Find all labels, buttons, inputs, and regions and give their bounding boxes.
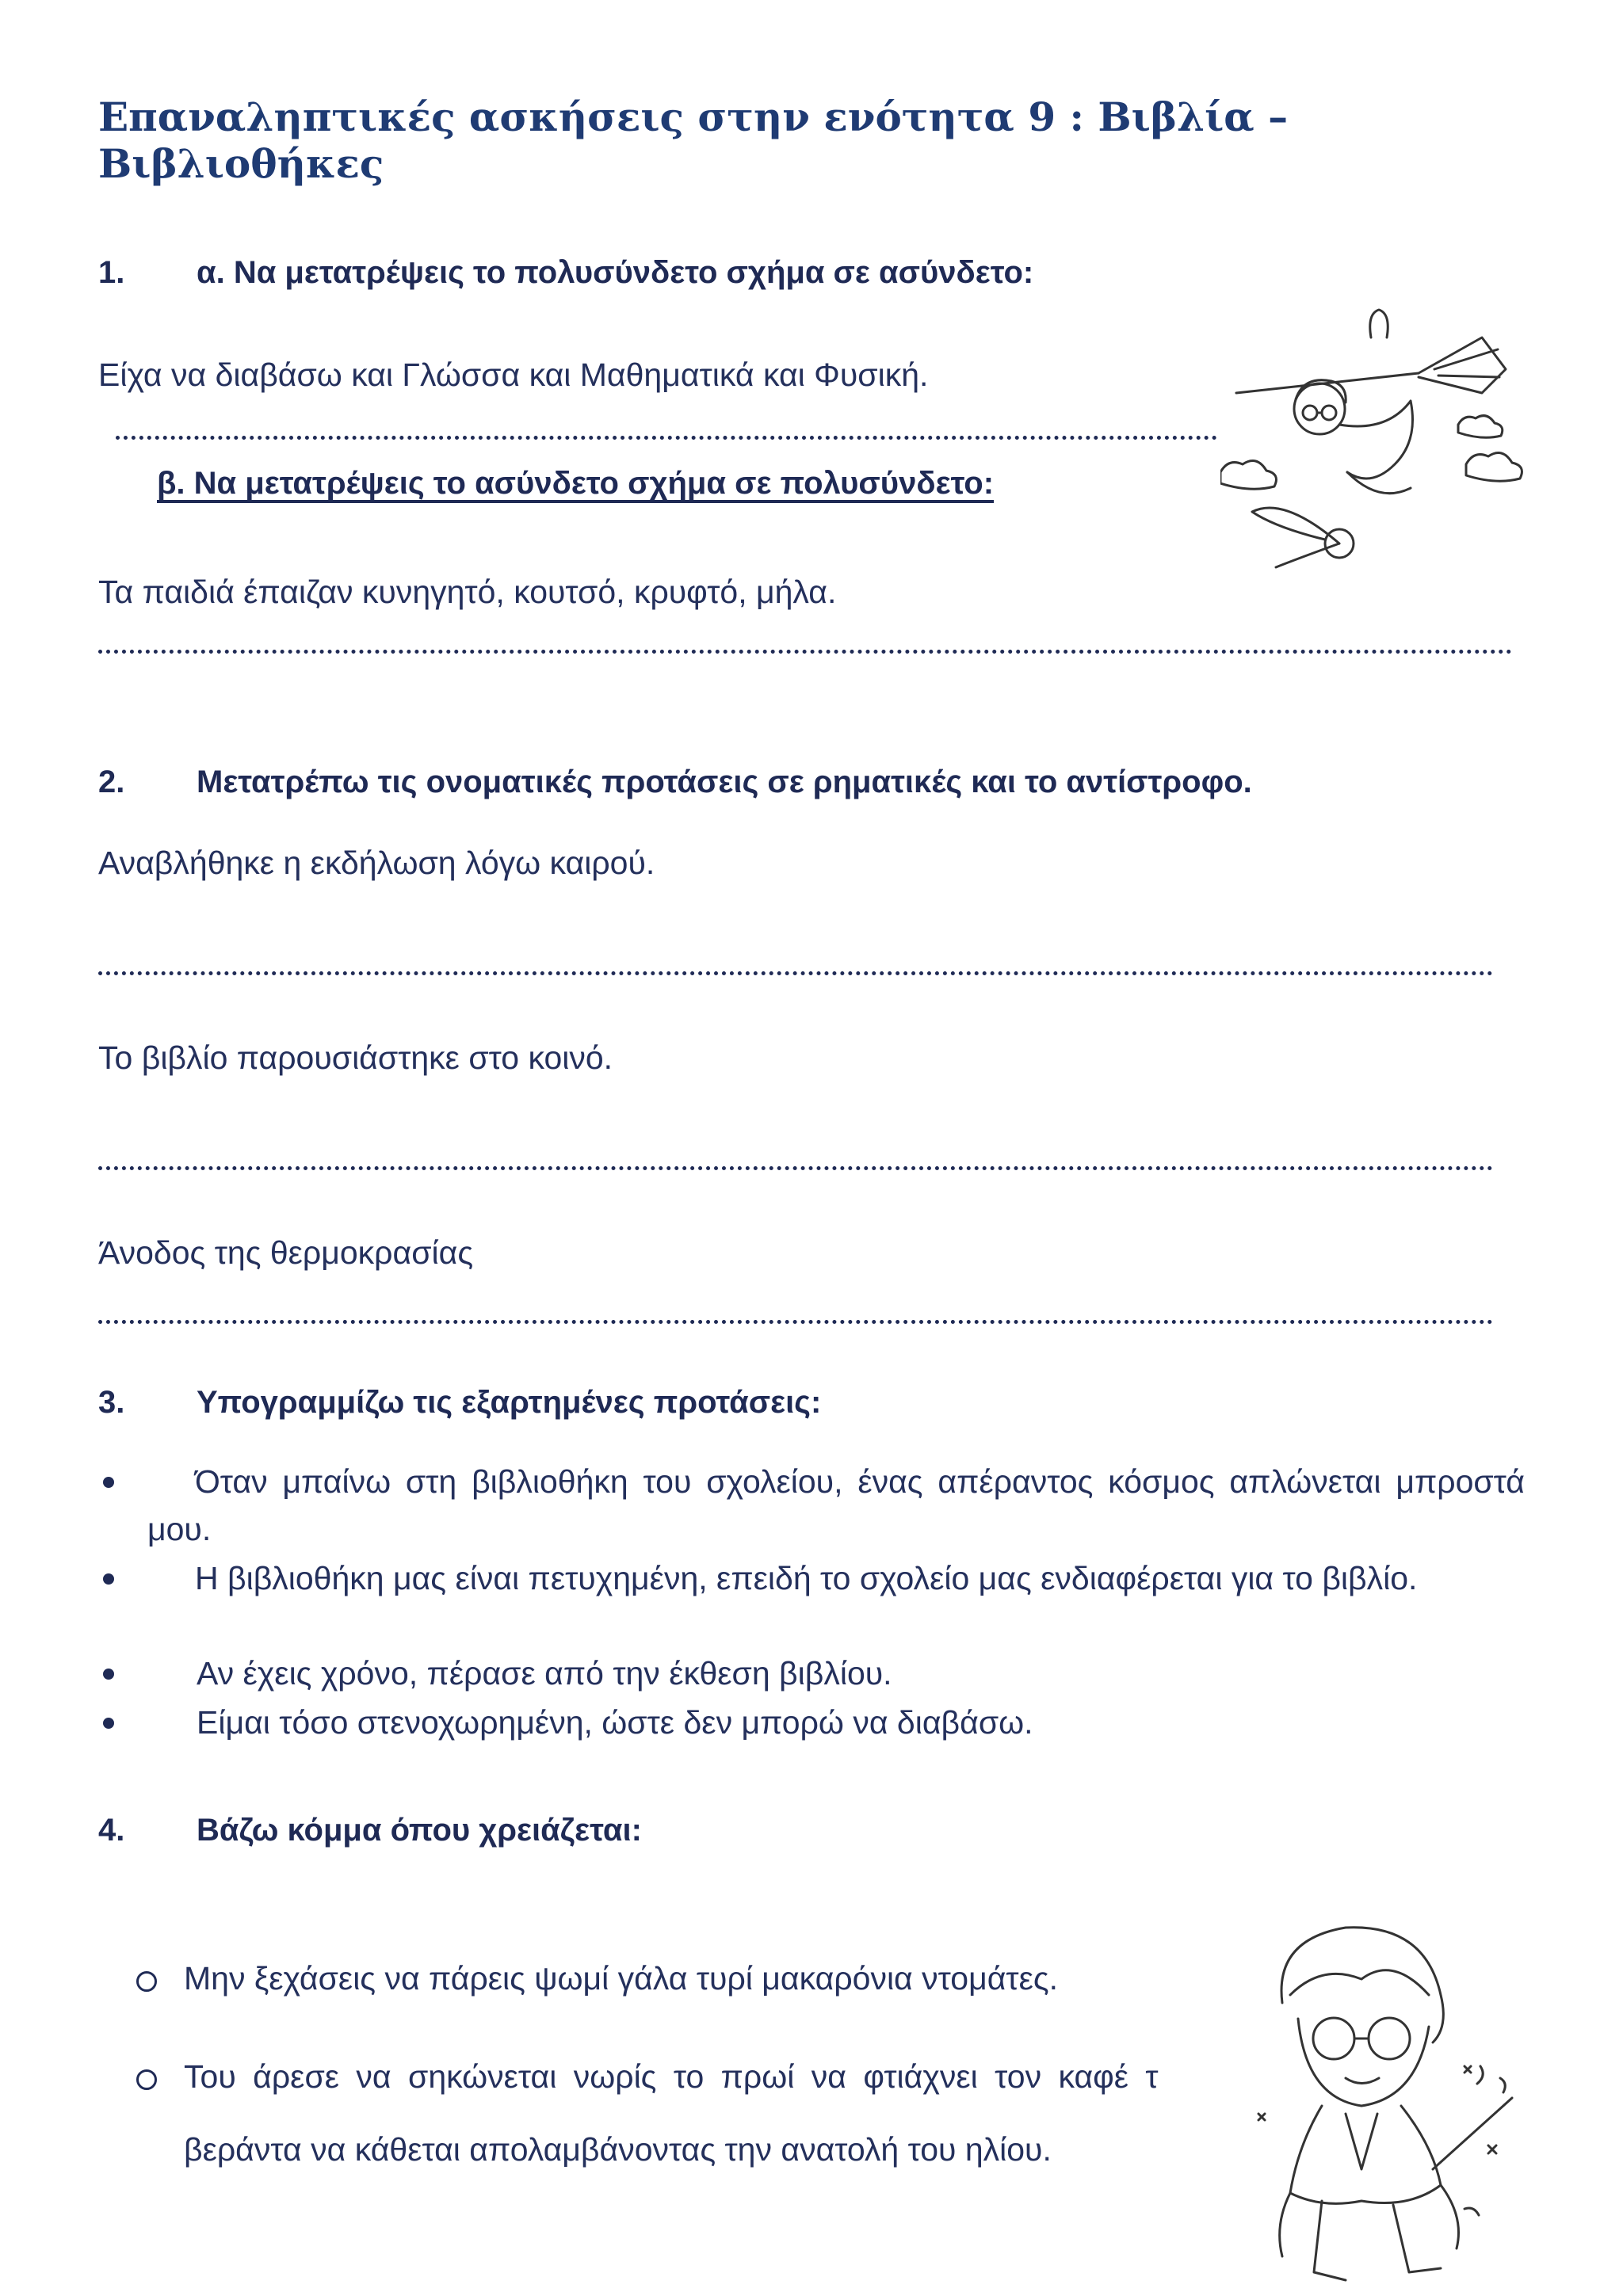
bullet-icon (103, 1573, 114, 1585)
exercise-1a-sentence: Είχα να διαβάσω και Γλώσσα και Μαθηματικά και Φυσική. (98, 357, 929, 393)
exercise-3-sentence-4: Είμαι τόσο στενοχωρημένη, ώστε δεν μπορώ να διαβάσω. (197, 1704, 1033, 1741)
answer-line[interactable] (116, 436, 1217, 440)
exercise-4-sentence-1: Μην ξεχάσεις να πάρεις ψωμί γάλα τυρί μακαρόνια ντομάτες. (184, 1960, 1059, 1997)
exercise-2-sentence-3: Άνοδος της θερμοκρασίας (98, 1234, 474, 1271)
exercise-4-sentence-2: Του άρεσε να σηκώνεται νωρίς το πρωί να φτιάχνει τον καφέ τ (184, 2058, 1159, 2095)
exercise-2-sentence-1: Αναβλήθηκε η εκδήλωση λόγω καιρού. (98, 845, 655, 881)
exercise-4-instruction: Βάζω κόμμα όπου χρειάζεται: (197, 1813, 642, 1848)
page-title: Επαναληπτικές ασκήσεις στην ενότητα 9 : Βιβλία – Βιβλιοθήκες (98, 93, 1289, 187)
exercise-4-number: 4. (98, 1813, 125, 1848)
answer-line[interactable] (98, 971, 1493, 975)
circle-bullet-icon (136, 2069, 157, 2090)
bullet-icon (103, 1477, 114, 1488)
exercise-3-sentence-3: Αν έχεις χρόνο, πέρασε από την έκθεση βιβλίου. (197, 1655, 892, 1691)
exercise-1a-instruction: α. Να μετατρέψεις το πολυσύνδετο σχήμα σε ασύνδετο: (197, 255, 1034, 290)
answer-line[interactable] (98, 1320, 1493, 1324)
exercise-4-sentence-2-continued: βεράντα να κάθεται απολαμβάνοντας την ανατολή του ηλίου. (184, 2131, 1052, 2168)
bullet-icon (103, 1718, 114, 1729)
exercise-3-number: 3. (98, 1385, 125, 1420)
exercise-2-number: 2. (98, 765, 125, 799)
exercise-2-instruction: Μετατρέπω τις ονοματικές προτάσεις σε ρηματικές και το αντίστροφο. (197, 765, 1252, 799)
exercise-3-heading (98, 1385, 1445, 1425)
exercise-3-sentence-1: Όταν μπαίνω στη βιβλιοθήκη του σχολείου, ένας απέραντος κόσμος απλώνεται μπροστά μου. (147, 1463, 1525, 1547)
wizard-boy-illustration (1227, 1908, 1528, 2296)
exercise-1b-instruction: β. Να μετατρέψεις το ασύνδετο σχήμα σε πολυσύνδετο: (157, 466, 995, 501)
broom-flying-boy-illustration (1220, 306, 1537, 575)
answer-line[interactable] (98, 1166, 1493, 1170)
exercise-2-heading (98, 765, 1445, 804)
circle-bullet-icon (136, 1971, 157, 1992)
exercise-2-sentence-2: Το βιβλίο παρουσιάστηκε στο κοινό. (98, 1039, 613, 1076)
exercise-3-sentence-2: Η βιβλιοθήκη μας είναι πετυχημένη, επειδή το σχολείο μας ενδιαφέρεται για το βιβλίο. (195, 1560, 1418, 1596)
exercise-1-heading (98, 255, 1287, 295)
exercise-4-heading (98, 1813, 1445, 1852)
exercise-1-number: 1. (98, 255, 125, 290)
bullet-icon (103, 1669, 114, 1680)
exercise-1b-sentence: Τα παιδιά έπαιζαν κυνηγητό, κουτσό, κρυφτό, μήλα. (98, 574, 837, 610)
answer-line[interactable] (98, 650, 1512, 654)
exercise-3-instruction: Υπογραμμίζω τις εξαρτημένες προτάσεις: (197, 1385, 822, 1420)
